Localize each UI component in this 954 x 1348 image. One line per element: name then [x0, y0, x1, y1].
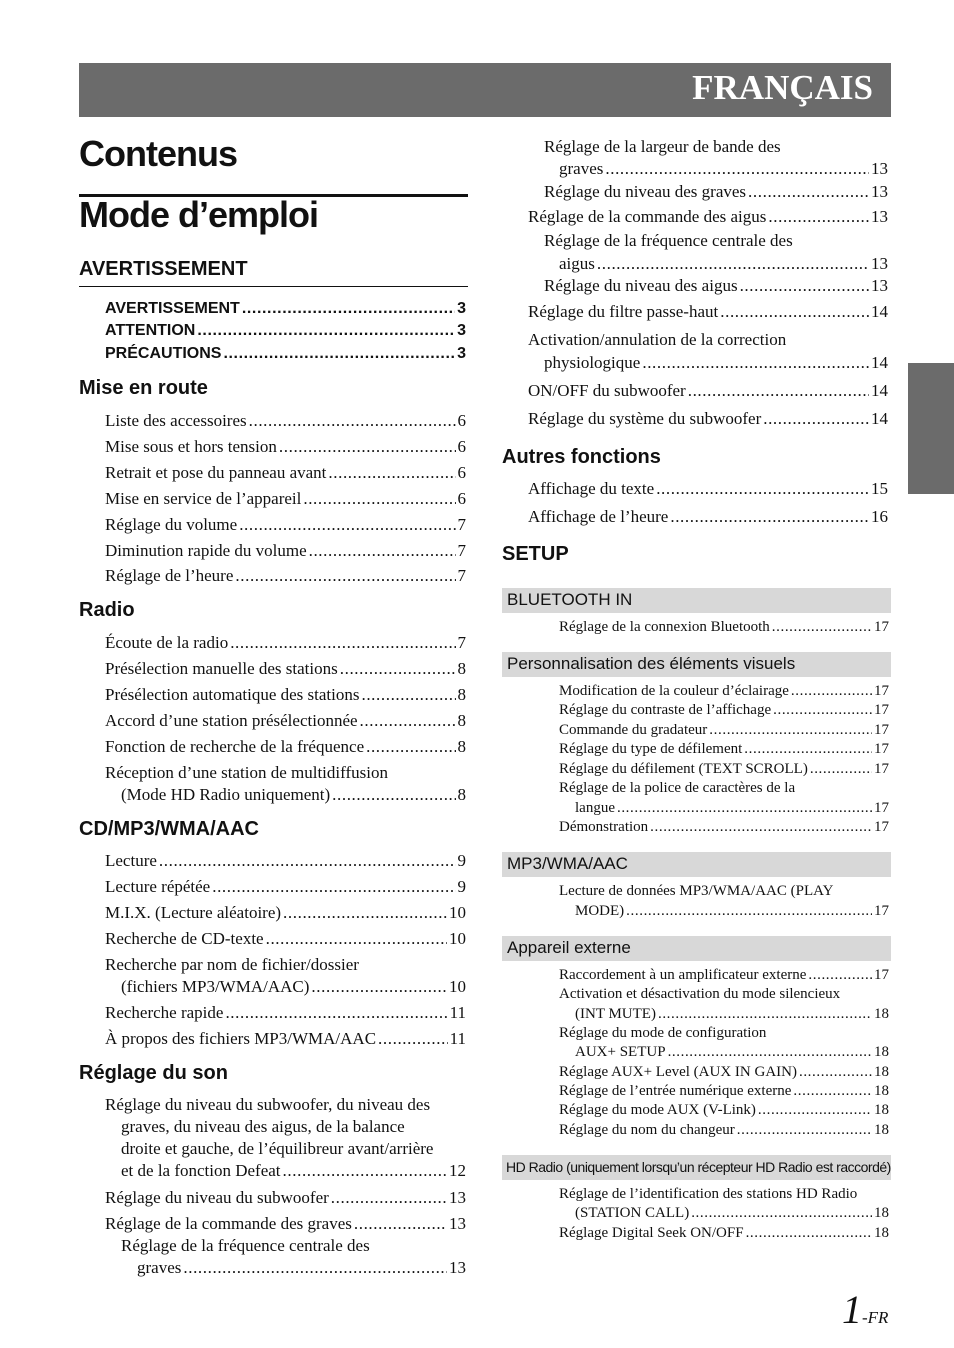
toc-entry-line[interactable]: Activation/annulation de la correction	[528, 330, 787, 349]
page-number: 1-FR	[842, 1287, 889, 1332]
toc-entry-line[interactable]: Réglage de la police de caractères de la	[559, 780, 796, 796]
section-avertissement: AVERTISSEMENT	[79, 258, 248, 280]
toc-entry[interactable]: Présélection automatique des stations ..... 8	[105, 685, 466, 705]
subsection-title: Personnalisation des éléments visuels	[507, 654, 796, 673]
toc-entry[interactable]: Réglage de la connexion Bluetooth ..... 17	[559, 619, 889, 636]
subsection-bar	[502, 588, 891, 613]
toc-entry-line[interactable]: Réglage de l’identification des stations HD Radio	[559, 1186, 858, 1202]
toc-entry[interactable]: Lecture répétée ..... 9	[105, 877, 466, 897]
toc-entry[interactable]: MODE) ..... 17	[575, 903, 889, 920]
toc-entry-line[interactable]: Réception d’une station de multidiffusion	[105, 763, 388, 782]
toc-entry[interactable]: Réglage du niveau des aigus ..... 13	[544, 276, 888, 296]
subsection-title: HD Radio (uniquement lorsqu’un récepteur HD Radio est raccordé)	[506, 1159, 891, 1175]
toc-entry[interactable]: Réglage de la commande des aigus ..... 13	[528, 207, 888, 227]
toc-entry[interactable]: Mise sous et hors tension ..... 6	[105, 437, 466, 457]
toc-entry[interactable]: Recherche de CD-texte ..... 10	[105, 929, 466, 949]
toc-entry[interactable]: (INT MUTE) ..... 18	[575, 1006, 889, 1023]
section-setup: SETUP	[502, 543, 569, 565]
toc-entry[interactable]: Réglage du filtre passe-haut ..... 14	[528, 302, 888, 322]
language-title: FRANÇAIS	[692, 68, 873, 107]
toc-entry-line[interactable]: Réglage du mode de configuration	[559, 1025, 767, 1041]
toc-entry[interactable]: Mise en service de l’appareil ..... 6	[105, 489, 466, 509]
contents-title: Contenus	[79, 133, 237, 174]
toc-entry[interactable]: AVERTISSEMENT ..... 3	[105, 300, 466, 318]
toc-entry[interactable]: ON/OFF du subwoofer ..... 14	[528, 381, 888, 401]
toc-entry[interactable]: Lecture ..... 9	[105, 851, 466, 871]
section-mise-en-route: Mise en route	[79, 377, 208, 399]
toc-entry[interactable]: Réglage AUX+ Level (AUX IN GAIN) ..... 18	[559, 1064, 889, 1081]
toc-entry-line[interactable]: Réglage de la fréquence centrale des	[544, 231, 793, 250]
mode-title: Mode d’emploi	[79, 194, 318, 235]
toc-entry[interactable]: Réglage Digital Seek ON/OFF ..... 18	[559, 1225, 889, 1242]
toc-entry[interactable]: (STATION CALL) ..... 18	[575, 1205, 889, 1222]
toc-entry-line[interactable]: Réglage de la fréquence centrale des	[121, 1236, 370, 1255]
toc-entry[interactable]: Recherche rapide ..... 11	[105, 1003, 466, 1023]
language-banner	[79, 63, 891, 117]
toc-entry[interactable]: Diminution rapide du volume ..... 7	[105, 541, 466, 561]
toc-entry-line[interactable]: graves, du niveau des aigus, de la balance	[121, 1117, 405, 1136]
toc-entry[interactable]: Raccordement à un amplificateur externe ..... 17	[559, 967, 889, 984]
toc-entry-line[interactable]: Lecture de données MP3/WMA/AAC (PLAY	[559, 883, 834, 899]
section-reglage-son: Réglage du son	[79, 1062, 228, 1084]
section-radio: Radio	[79, 599, 135, 621]
toc-entry[interactable]: Réglage de la commande des graves ..... 13	[105, 1214, 466, 1234]
subsection-bar	[502, 652, 891, 677]
toc-entry[interactable]: Réglage du défilement (TEXT SCROLL) ..... 17	[559, 761, 889, 778]
side-tab	[908, 363, 954, 494]
toc-entry[interactable]: Fonction de recherche de la fréquence ..... 8	[105, 737, 466, 757]
toc-entry[interactable]: physiologique ..... 14	[544, 353, 888, 373]
toc-entry[interactable]: graves ..... 13	[137, 1258, 466, 1278]
subsection-title: BLUETOOTH IN	[507, 590, 633, 609]
toc-entry[interactable]: ATTENTION ..... 3	[105, 322, 466, 340]
toc-entry[interactable]: Retrait et pose du panneau avant ..... 6	[105, 463, 466, 483]
toc-entry[interactable]: Réglage du volume ..... 7	[105, 515, 466, 535]
toc-entry[interactable]: (Mode HD Radio uniquement) ..... 8	[121, 785, 466, 805]
toc-entry-line[interactable]: Réglage de la largeur de bande des	[544, 137, 781, 156]
subsection-title: Appareil externe	[507, 938, 631, 957]
toc-entry[interactable]: M.I.X. (Lecture aléatoire) ..... 10	[105, 903, 466, 923]
toc-entry[interactable]: Réglage du niveau du subwoofer ..... 13	[105, 1188, 466, 1208]
section-autres-fonctions: Autres fonctions	[502, 446, 661, 468]
toc-entry[interactable]: Réglage du système du subwoofer ..... 14	[528, 409, 888, 429]
toc-entry-line[interactable]: Recherche par nom de fichier/dossier	[105, 955, 359, 974]
toc-entry[interactable]: graves ..... 13	[559, 159, 888, 179]
subsection-title: MP3/WMA/AAC	[507, 854, 628, 873]
toc-entry[interactable]: AUX+ SETUP ..... 18	[575, 1044, 889, 1061]
subsection-bar	[502, 936, 891, 961]
toc-entry[interactable]: Présélection manuelle des stations ..... 8	[105, 659, 466, 679]
subsection-bar	[502, 852, 891, 877]
toc-entry[interactable]: Réglage du contraste de l’affichage ..... 17	[559, 702, 889, 719]
toc-entry[interactable]: Réglage du type de défilement ..... 17	[559, 741, 889, 758]
toc-entry[interactable]: langue ..... 17	[575, 800, 889, 817]
toc-entry[interactable]: Réglage du mode AUX (V-Link) ..... 18	[559, 1102, 889, 1119]
toc-entry[interactable]: Affichage du texte ..... 15	[528, 479, 888, 499]
section-cd: CD/MP3/WMA/AAC	[79, 818, 259, 840]
toc-entry[interactable]: Écoute de la radio ..... 7	[105, 633, 466, 653]
toc-entry[interactable]: Réglage de l’entrée numérique externe ..... 18	[559, 1083, 889, 1100]
toc-entry[interactable]: Réglage du nom du changeur ..... 18	[559, 1122, 889, 1139]
toc-entry[interactable]: Réglage du niveau des graves ..... 13	[544, 182, 888, 202]
toc-entry-line[interactable]: droite et gauche, de l’équilibreur avant/arrière	[121, 1139, 434, 1158]
toc-entry[interactable]: aigus ..... 13	[559, 254, 888, 274]
subsection-bar	[502, 1155, 891, 1180]
toc-entry[interactable]: Affichage de l’heure ..... 16	[528, 507, 888, 527]
toc-entry[interactable]: et de la fonction Defeat ..... 12	[121, 1161, 466, 1181]
toc-entry[interactable]: PRÉCAUTIONS ..... 3	[105, 345, 466, 363]
toc-entry[interactable]: À propos des fichiers MP3/WMA/AAC ..... 11	[105, 1029, 466, 1049]
toc-entry[interactable]: Accord d’une station présélectionnée ..... 8	[105, 711, 466, 731]
toc-entry-line[interactable]: Activation et désactivation du mode silencieux	[559, 986, 841, 1002]
toc-entry[interactable]: Réglage de l’heure ..... 7	[105, 566, 466, 586]
toc-entry[interactable]: Commande du gradateur ..... 17	[559, 722, 889, 739]
toc-entry[interactable]: Démonstration ..... 17	[559, 819, 889, 836]
toc-entry[interactable]: Liste des accessoires ..... 6	[105, 411, 466, 431]
toc-entry[interactable]: Modification de la couleur d’éclairage ..... 17	[559, 683, 889, 700]
toc-entry-line[interactable]: Réglage du niveau du subwoofer, du niveau des	[105, 1095, 431, 1114]
section-rule	[79, 286, 468, 287]
toc-entry[interactable]: (fichiers MP3/WMA/AAC) ..... 10	[121, 977, 466, 997]
